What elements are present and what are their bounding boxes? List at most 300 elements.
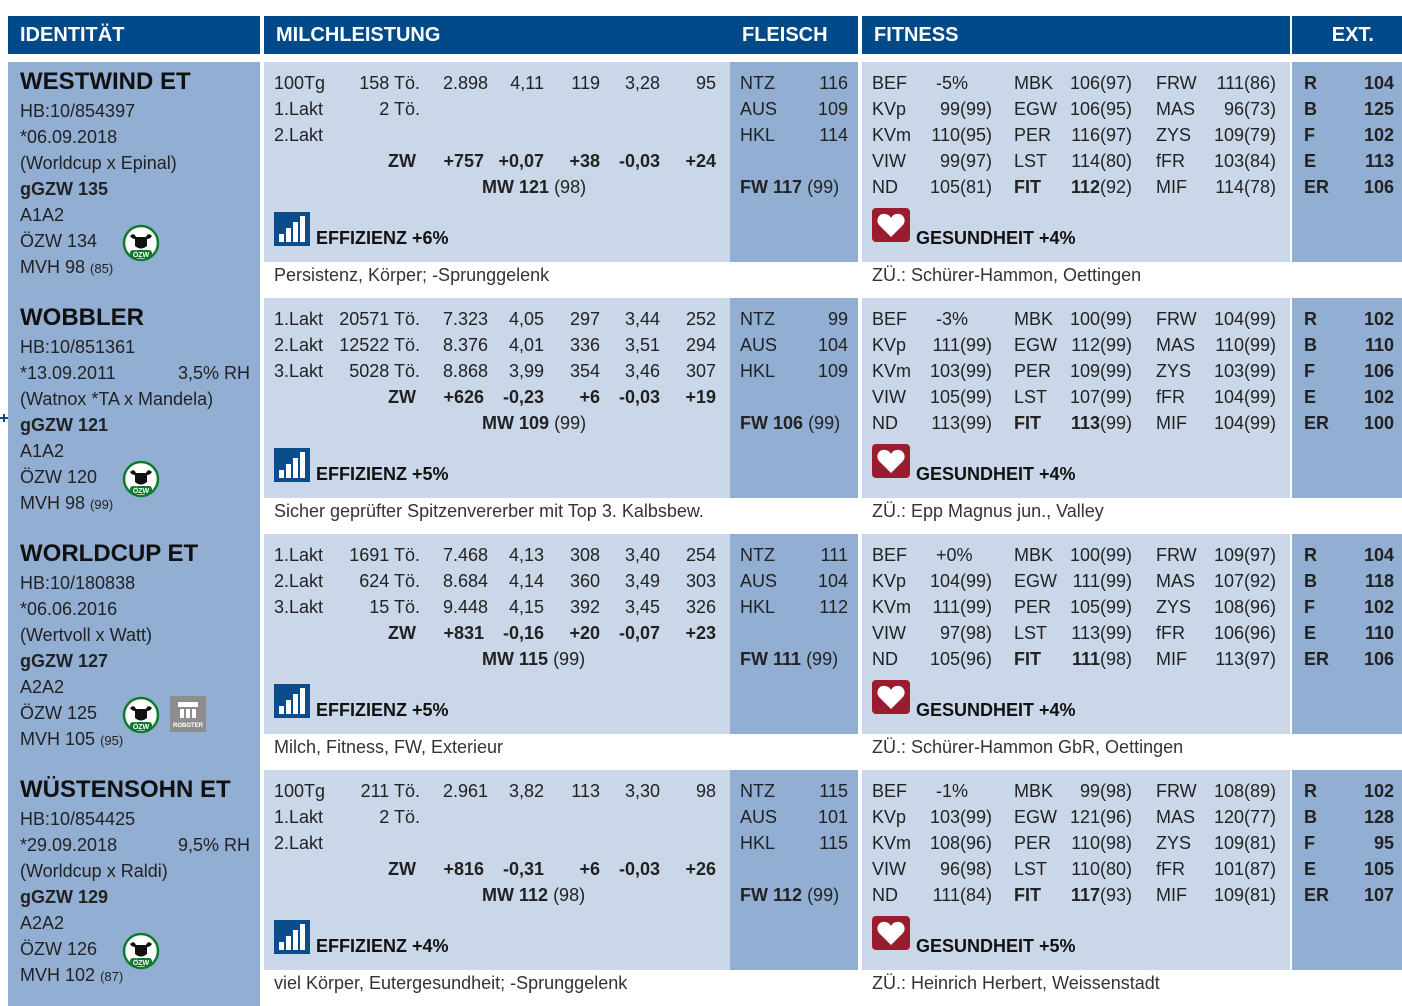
milk-cell: 3.Lakt (274, 597, 324, 617)
mw-value: 109 (519, 413, 550, 433)
ozw-bull-icon (122, 224, 160, 262)
ext-label-r: R (1304, 73, 1317, 93)
fitness-label-nd: ND (872, 413, 898, 433)
fitness-label-frw: FRW (1156, 781, 1197, 801)
fitness-value-kvm: 108 (929, 833, 960, 853)
fitness-reliability-mif: (99) (1244, 413, 1277, 433)
hkl-value: 112 (819, 597, 848, 617)
ozw-value: ÖZW 126 (20, 939, 98, 959)
efficiency-bars-icon (274, 448, 310, 482)
fitness-value-frw: 111 (1216, 73, 1244, 93)
fitness-label-mif: MIF (1156, 885, 1187, 905)
fitness-value-mas: 120 (1213, 807, 1244, 827)
fitness-label-lst: LST (1014, 387, 1048, 407)
fitness-value-nd: 105 (929, 649, 960, 669)
milk-cell: 1.Lakt (274, 309, 324, 329)
fitness-value-kvm: 110 (931, 125, 960, 145)
fitness-label-zys: ZYS (1156, 361, 1192, 381)
fw-label: FW (740, 885, 768, 905)
milk-cell: 308 (569, 545, 600, 565)
hkl-label: HKL (740, 833, 776, 853)
fitness-cell (862, 534, 1290, 734)
milk-cell: 326 (685, 597, 716, 617)
hkl-value: 109 (817, 361, 848, 381)
fitness-value-nd: 111 (932, 885, 960, 905)
fitness-label-mas: MAS (1156, 335, 1196, 355)
fitness-reliability-viw: (99) (960, 387, 993, 407)
ext-label-r: R (1304, 309, 1317, 329)
fitness-label-zys: ZYS (1156, 597, 1192, 617)
ozw-bull-icon (122, 460, 160, 498)
milk-cell: 2 Tö. (379, 99, 420, 119)
fitness-value-mas: 107 (1213, 571, 1244, 591)
fw-label: FW (740, 649, 768, 669)
rh-percentage: 9,5% RH (177, 835, 250, 855)
fitness-reliability-ffr: (96) (1244, 623, 1277, 643)
gesundheit-text: GESUNDHEIT +4% (916, 228, 1076, 248)
mvh-reliability: (99) (90, 497, 114, 512)
mvh-value: MVH 105 (20, 729, 96, 749)
fitness-value-ffr: 106 (1213, 623, 1244, 643)
fitness-reliability-mas: (92) (1244, 571, 1277, 591)
fitness-label-egw: EGW (1014, 571, 1057, 591)
fitness-value-frw: 109 (1213, 545, 1244, 565)
ext-value-r: 102 (1363, 781, 1394, 801)
bull-name[interactable]: WORLDCUP ET (20, 540, 199, 567)
fitness-value-viw: 105 (929, 387, 960, 407)
fitness-label-viw: VIW (872, 859, 906, 879)
meat-cell (730, 534, 858, 734)
ext-label-b: B (1304, 571, 1317, 591)
zw-value: -0,31 (502, 859, 544, 879)
zw-label: ZW (388, 623, 416, 643)
ext-value-er: 107 (1363, 885, 1394, 905)
ntz-label: NTZ (740, 545, 775, 565)
fitness-label-kvm: KVm (872, 833, 912, 853)
header-fitness: FITNESS (862, 16, 1290, 54)
ggzw-value: gGZW 121 (20, 415, 109, 435)
milk-cell: 294 (685, 335, 716, 355)
fitness-label-nd: ND (872, 649, 898, 669)
zw-value: -0,03 (618, 151, 660, 171)
fitness-value-bef: -5% (936, 73, 969, 93)
ozw-badge-text: ÖZW (132, 252, 150, 259)
zw-value: +24 (685, 151, 716, 171)
fitness-reliability-mif: (97) (1244, 649, 1277, 669)
fw-reliability: (99) (806, 649, 839, 669)
milk-cell: 297 (569, 309, 600, 329)
fitness-value-lst: 107 (1069, 387, 1100, 407)
ext-value-r: 104 (1363, 73, 1394, 93)
milk-cell: 9.448 (442, 597, 488, 617)
milk-cell: 2 Tö. (379, 807, 420, 827)
ntz-label: NTZ (740, 73, 775, 93)
exterior-cell (1292, 534, 1402, 734)
fitness-reliability-mas: (77) (1244, 807, 1277, 827)
fitness-value-mif: 104 (1213, 413, 1244, 433)
milk-cell: 1.Lakt (274, 807, 324, 827)
remark: Milch, Fitness, FW, Exterieur (264, 734, 858, 760)
ext-value-e: 102 (1363, 387, 1394, 407)
ext-value-r: 104 (1363, 545, 1394, 565)
ext-label-f: F (1304, 361, 1315, 381)
fitness-reliability-zys: (79) (1244, 125, 1277, 145)
heart-icon (872, 916, 910, 950)
bull-name[interactable]: WESTWIND ET (20, 68, 191, 95)
fitness-value-viw: 97 (939, 623, 960, 643)
fitness-reliability-per: (97) (1100, 125, 1133, 145)
mw-label: MW (482, 649, 514, 669)
mw-line (482, 410, 586, 436)
fitness-label-ffr: fFR (1156, 623, 1185, 643)
mw-label: MW (482, 413, 514, 433)
fitness-label-per: PER (1014, 597, 1052, 617)
fitness-label-fit: FIT (1014, 885, 1041, 905)
zw-value: -0,07 (618, 623, 660, 643)
milk-cell: 624 Tö. (359, 571, 420, 591)
hkl-label: HKL (740, 597, 776, 617)
fitness-label-fit: FIT (1014, 413, 1041, 433)
header-ext: EXT. (1292, 16, 1402, 54)
mvh-value: MVH 98 (20, 493, 86, 513)
ext-label-er: ER (1304, 413, 1330, 433)
gesundheit-text: GESUNDHEIT +4% (916, 464, 1076, 484)
fitness-value-ffr: 101 (1213, 859, 1244, 879)
milk-cell: 4,13 (508, 545, 544, 565)
mw-reliability: (99) (554, 413, 587, 433)
fitness-value-egw: 112 (1071, 335, 1100, 355)
heart-icon (872, 208, 910, 242)
identity-cell (8, 62, 260, 298)
milk-cell: 15 Tö. (369, 597, 420, 617)
fitness-value-nd: 113 (931, 413, 960, 433)
pedigree: (Wertvoll x Watt) (20, 625, 153, 645)
fitness-label-frw: FRW (1156, 545, 1197, 565)
milk-cell: 12522 Tö. (339, 335, 420, 355)
efficiency-bars-icon (274, 920, 310, 954)
ntz-value: 99 (827, 309, 848, 329)
rh-percentage: 3,5% RH (177, 363, 250, 383)
milk-cell: 336 (569, 335, 600, 355)
herdbook-number: HB:10/180838 (20, 573, 136, 593)
ext-value-b: 110 (1364, 335, 1394, 355)
zw-value: -0,16 (502, 623, 544, 643)
milk-cell: 3,45 (624, 597, 660, 617)
fitness-label-ffr: fFR (1156, 859, 1185, 879)
fitness-label-viw: VIW (872, 387, 906, 407)
pedigree: (Worldcup x Raldi) (20, 861, 168, 881)
fitness-value-fit: 117 (1070, 885, 1100, 905)
ozw-bull-icon (122, 932, 160, 970)
effizienz-text: EFFIZIENZ +5% (316, 700, 449, 720)
fitness-reliability-frw: (99) (1244, 309, 1277, 329)
fitness-label-mbk: MBK (1014, 781, 1054, 801)
mw-line (482, 174, 586, 200)
fitness-label-zys: ZYS (1156, 125, 1192, 145)
fitness-reliability-kvm: (99) (960, 361, 993, 381)
identity-cell (8, 770, 260, 1006)
milk-cell: 20571 Tö. (339, 309, 420, 329)
fitness-value-kvm: 103 (929, 361, 960, 381)
fitness-value-bef: -1% (936, 781, 969, 801)
pedigree: (Watnox *TA x Mandela) (20, 389, 214, 409)
effizienz-text: EFFIZIENZ +5% (316, 464, 449, 484)
fitness-value-mbk: 99 (1079, 781, 1100, 801)
fitness-label-egw: EGW (1014, 99, 1057, 119)
fitness-reliability-kvm: (95) (960, 125, 993, 145)
remark: Persistenz, Körper; -Sprunggelenk (264, 262, 858, 288)
milk-performance-cell (264, 62, 730, 262)
milk-cell: 2.Lakt (274, 571, 324, 591)
plus-icon (0, 412, 8, 424)
fitness-value-kvp: 103 (929, 807, 960, 827)
fitness-cell (862, 298, 1290, 498)
fitness-reliability-per: (98) (1100, 833, 1133, 853)
fw-reliability: (99) (807, 177, 840, 197)
ntz-value: 111 (820, 545, 848, 565)
mw-label: MW (482, 885, 514, 905)
fitness-cell (862, 62, 1290, 262)
fitness-reliability-frw: (89) (1244, 781, 1277, 801)
milk-cell: 354 (569, 361, 600, 381)
fw-reliability: (99) (807, 885, 840, 905)
mvh-reliability: (87) (100, 969, 124, 984)
fitness-label-kvp: KVp (872, 99, 907, 119)
zw-value: -0,03 (618, 387, 660, 407)
ozw-badge-text: ÖZW (132, 960, 150, 967)
fitness-label-egw: EGW (1014, 807, 1057, 827)
fitness-label-mbk: MBK (1014, 73, 1054, 93)
aus-value: 104 (817, 335, 848, 355)
fitness-value-per: 110 (1071, 833, 1100, 853)
milk-cell: 100Tg (274, 73, 326, 93)
fitness-reliability-kvp: (99) (960, 571, 993, 591)
fw-line (740, 174, 839, 200)
hkl-value: 114 (819, 125, 848, 145)
fitness-label-kvm: KVm (872, 597, 912, 617)
milk-cell: 95 (695, 73, 716, 93)
ext-label-er: ER (1304, 885, 1330, 905)
fitness-label-per: PER (1014, 125, 1052, 145)
aus-value: 104 (817, 571, 848, 591)
fitness-reliability-egw: (99) (1100, 571, 1133, 591)
milk-cell: 4,14 (508, 571, 544, 591)
milk-cell: 3,46 (624, 361, 660, 381)
exterior-cell (1292, 770, 1402, 970)
zw-value: +6 (579, 387, 600, 407)
zw-value: -0,03 (618, 859, 660, 879)
ext-label-b: B (1304, 807, 1317, 827)
fitness-reliability-zys: (96) (1244, 597, 1277, 617)
fitness-label-kvm: KVm (872, 125, 912, 145)
fitness-value-kvp: 104 (929, 571, 960, 591)
fitness-label-mas: MAS (1156, 99, 1196, 119)
fitness-reliability-viw: (98) (960, 859, 993, 879)
header-milchleistung: MILCHLEISTUNG (264, 16, 730, 54)
fitness-label-per: PER (1014, 361, 1052, 381)
fitness-value-nd: 105 (929, 177, 960, 197)
ext-label-r: R (1304, 545, 1317, 565)
ozw-value: ÖZW 134 (20, 231, 98, 251)
meat-cell (730, 770, 858, 970)
milk-cell: 4,11 (510, 73, 544, 93)
ext-label-e: E (1304, 859, 1317, 879)
fitness-label-bef: BEF (872, 73, 908, 93)
milk-cell: 3,49 (624, 571, 660, 591)
milk-cell: 2.898 (442, 73, 488, 93)
ozw-bull-icon (122, 696, 160, 734)
fitness-value-viw: 96 (939, 859, 960, 879)
ggzw-value: gGZW 129 (20, 887, 109, 907)
fitness-value-kvp: 111 (932, 335, 960, 355)
fw-value: 106 (773, 413, 804, 433)
fitness-reliability-viw: (97) (960, 151, 993, 171)
herdbook-number: HB:10/851361 (20, 337, 136, 357)
fitness-reliability-mif: (81) (1244, 885, 1277, 905)
fitness-reliability-mbk: (99) (1100, 309, 1133, 329)
zw-milk-kg: +831 (443, 623, 484, 643)
fitness-reliability-lst: (80) (1100, 859, 1133, 879)
fitness-label-nd: ND (872, 177, 898, 197)
fitness-reliability-nd: (99) (960, 413, 993, 433)
milk-cell: 2.Lakt (274, 833, 324, 853)
fitness-label-mas: MAS (1156, 571, 1196, 591)
fitness-value-mas: 110 (1215, 335, 1244, 355)
fitness-reliability-frw: (86) (1244, 73, 1277, 93)
bull-name[interactable]: WOBBLER (20, 304, 144, 331)
ntz-value: 115 (819, 781, 848, 801)
fitness-reliability-kvp: (99) (960, 807, 993, 827)
bull-name[interactable]: WÜSTENSOHN ET (20, 776, 231, 803)
ext-label-f: F (1304, 597, 1315, 617)
fitness-value-bef: +0% (936, 545, 973, 565)
hkl-label: HKL (740, 361, 776, 381)
milk-cell: 3,44 (624, 309, 660, 329)
heart-icon (872, 680, 910, 714)
fitness-value-egw: 111 (1072, 571, 1100, 591)
mvh-line (20, 490, 113, 518)
fitness-reliability-kvm: (96) (960, 833, 993, 853)
header-identitaet: IDENTITÄT (8, 16, 260, 54)
mw-line (482, 646, 585, 672)
fitness-reliability-lst: (80) (1100, 151, 1133, 171)
fitness-value-mbk: 100 (1069, 309, 1100, 329)
fw-value: 112 (773, 885, 803, 905)
fitness-value-mas: 96 (1223, 99, 1244, 119)
casein-type: A2A2 (20, 913, 65, 933)
zw-value: +19 (685, 387, 716, 407)
fitness-value-egw: 106 (1069, 99, 1100, 119)
ext-label-e: E (1304, 151, 1317, 171)
fitness-value-mif: 109 (1213, 885, 1244, 905)
fitness-reliability-fit: (93) (1100, 885, 1133, 905)
fitness-reliability-egw: (99) (1100, 335, 1133, 355)
mw-reliability: (98) (553, 885, 586, 905)
casein-type: A2A2 (20, 677, 65, 697)
fitness-reliability-zys: (81) (1244, 833, 1277, 853)
ggzw-value: gGZW 135 (20, 179, 109, 199)
ext-value-b: 118 (1364, 571, 1394, 591)
milk-cell: 113 (571, 781, 600, 801)
fitness-reliability-kvp: (99) (960, 99, 993, 119)
milk-cell: 1691 Tö. (349, 545, 420, 565)
ext-value-er: 106 (1363, 649, 1394, 669)
fitness-value-per: 116 (1071, 125, 1100, 145)
aus-label: AUS (740, 571, 778, 591)
milk-cell: 2.Lakt (274, 335, 324, 355)
ext-value-b: 125 (1363, 99, 1394, 119)
milk-cell: 1.Lakt (274, 545, 324, 565)
fitness-reliability-mas: (99) (1244, 335, 1277, 355)
fitness-reliability-nd: (81) (960, 177, 993, 197)
milk-performance-cell (264, 770, 730, 970)
fw-line (740, 410, 840, 436)
fitness-label-viw: VIW (872, 151, 906, 171)
meat-cell (730, 62, 858, 262)
fitness-reliability-fit: (92) (1100, 177, 1133, 197)
milk-cell: 119 (571, 73, 600, 93)
mvh-line (20, 726, 123, 754)
milk-performance-cell (264, 534, 730, 734)
ext-label-er: ER (1304, 649, 1330, 669)
fitness-reliability-frw: (97) (1244, 545, 1277, 565)
breeder: ZÜ.: Epp Magnus jun., Valley (862, 498, 1292, 524)
mw-reliability: (99) (553, 649, 586, 669)
hkl-value: 115 (819, 833, 848, 853)
efficiency-bars-icon (274, 212, 310, 246)
zw-value: +23 (685, 623, 716, 643)
milk-cell: 5028 Tö. (349, 361, 420, 381)
fitness-reliability-kvm: (99) (960, 597, 993, 617)
heart-icon (872, 444, 910, 478)
milk-cell: 3,82 (508, 781, 544, 801)
fitness-reliability-zys: (99) (1244, 361, 1277, 381)
milk-cell: 3.Lakt (274, 361, 324, 381)
fitness-label-mif: MIF (1156, 413, 1187, 433)
fitness-label-kvm: KVm (872, 361, 912, 381)
ext-label-er: ER (1304, 177, 1330, 197)
milk-cell: 3,99 (508, 361, 544, 381)
header-fleisch: FLEISCH (730, 16, 858, 54)
milk-cell: 7.468 (442, 545, 488, 565)
fw-label: FW (740, 177, 768, 197)
fitness-reliability-mas: (73) (1244, 99, 1277, 119)
birth-date: *13.09.2011 (20, 363, 116, 383)
milk-cell: 98 (695, 781, 716, 801)
aus-label: AUS (740, 99, 778, 119)
fitness-value-zys: 109 (1213, 125, 1244, 145)
mvh-line (20, 254, 113, 282)
ext-label-b: B (1304, 99, 1317, 119)
fitness-reliability-mbk: (98) (1100, 781, 1133, 801)
fitness-value-per: 109 (1069, 361, 1100, 381)
breeder: ZÜ.: Schürer-Hammon GbR, Oettingen (862, 734, 1292, 760)
gesundheit-text: GESUNDHEIT +4% (916, 700, 1076, 720)
fitness-label-mif: MIF (1156, 177, 1187, 197)
efficiency-bars-icon (274, 684, 310, 718)
fitness-label-fit: FIT (1014, 649, 1041, 669)
fitness-reliability-fit: (99) (1100, 413, 1133, 433)
fw-value: 111 (773, 649, 802, 669)
mvh-reliability: (95) (100, 733, 124, 748)
zw-milk-kg: +757 (443, 151, 484, 171)
fitness-value-per: 105 (1069, 597, 1100, 617)
fitness-label-kvp: KVp (872, 571, 907, 591)
ggzw-value: gGZW 127 (20, 651, 109, 671)
fw-reliability: (99) (808, 413, 841, 433)
milk-performance-cell (264, 298, 730, 498)
zw-value: +26 (685, 859, 716, 879)
